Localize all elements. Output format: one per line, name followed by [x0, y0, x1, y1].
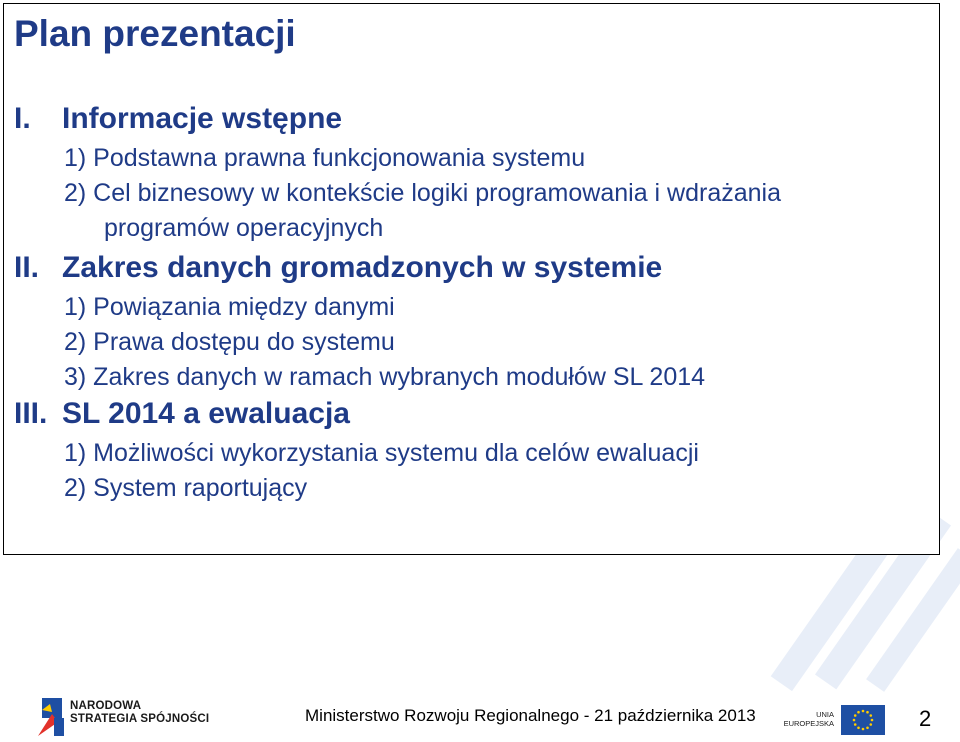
eu-logo-text: [780, 710, 834, 728]
eu-star-icon: [871, 719, 874, 722]
eu-logo-line2: EUROPEJSKA: [783, 719, 834, 728]
section-heading-3: [14, 396, 350, 432]
section-heading-2: [14, 250, 662, 286]
list-item: 1) Powiązania między danymi: [64, 293, 395, 321]
nss-logo-text: [70, 700, 209, 726]
eu-star-icon: [857, 711, 860, 714]
eu-star-icon: [857, 726, 860, 729]
eu-star-icon: [862, 728, 865, 731]
list-item: 1) Możliwości wykorzystania systemu dla celów ewaluacji: [64, 439, 699, 467]
eu-logo-line1: UNIA: [816, 710, 834, 719]
section-title: SL 2014 a ewaluacja: [62, 397, 350, 430]
eu-star-icon: [866, 711, 869, 714]
eu-star-icon: [853, 719, 856, 722]
list-item: 3) Zakres danych w ramach wybranych modułów SL 2014: [64, 363, 706, 391]
list-item: 1) Podstawna prawna funkcjonowania systemu: [64, 144, 586, 172]
section-number: II.: [14, 251, 40, 284]
eu-star-icon: [869, 723, 872, 726]
eu-flag-icon: [841, 705, 885, 735]
list-item-continuation: programów operacyjnych: [104, 214, 384, 242]
list-item: 2) Cel biznesowy w kontekście logiki programowania i wdrażania: [64, 179, 781, 207]
section-heading-1: [14, 101, 342, 137]
eu-star-icon: [869, 714, 872, 717]
eu-star-icon: [854, 723, 857, 726]
section-title: Informacje wstępne: [62, 102, 343, 135]
section-title: Zakres danych gromadzonych w systemie: [62, 251, 663, 284]
eu-star-icon: [854, 714, 857, 717]
slide-title: Plan prezentacji: [14, 13, 296, 54]
section-number: III.: [14, 397, 48, 430]
eu-star-icon: [862, 710, 865, 713]
list-item: 2) Prawa dostępu do systemu: [64, 328, 395, 356]
nss-logo-line2: STRATEGIA SPÓJNOŚCI: [70, 713, 210, 725]
list-item: 2) System raportujący: [64, 474, 308, 502]
eu-star-icon: [866, 726, 869, 729]
page-number: 2: [919, 706, 932, 731]
section-number: I.: [14, 102, 31, 135]
footer-text: Ministerstwo Rozwoju Regionalnego - 21 października 2013: [305, 706, 756, 725]
nss-logo-line1: NARODOWA: [70, 700, 142, 712]
